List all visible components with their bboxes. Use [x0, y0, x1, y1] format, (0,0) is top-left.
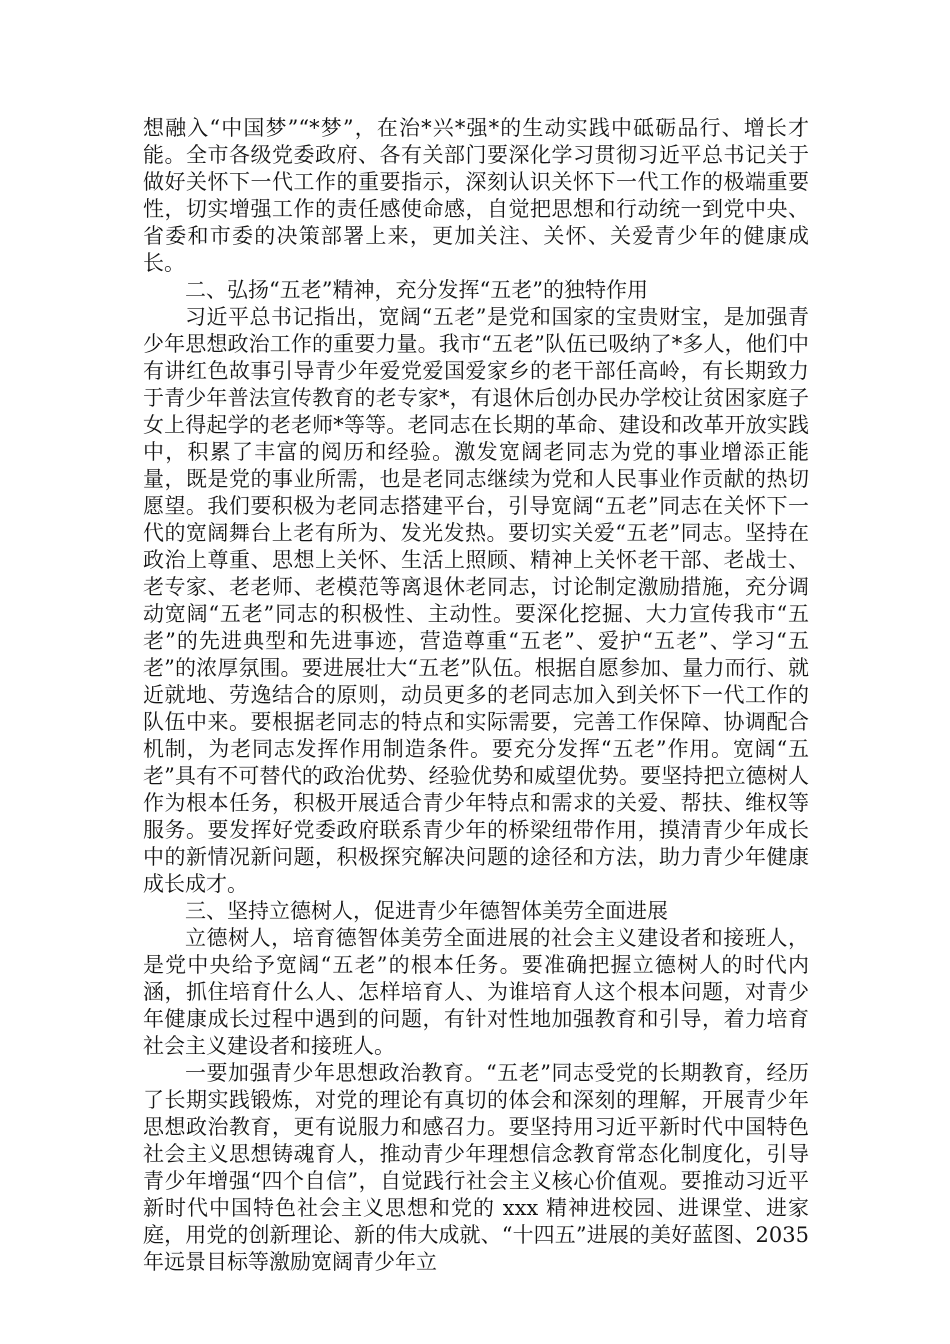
paragraph-intro: 想融入“中国梦”“*梦”，在治*兴*强*的生动实践中砥砺品行、增长才能。全市各级党委政府、各有关部门要深化学习贯彻习近平总书记关于做好关怀下一代工作的重要指示，深刻认识关怀下一代工作的极端重要性，切实增强工作的责任感使命感，自觉把思想和行动统一到党中央、省委和市委的决策部署上来，更加关注、关怀、关爱青少年的健康成长。 — [143, 116, 809, 275]
section-heading-three: 三、坚持立德树人，促进青少年德智体美劳全面进展 — [185, 899, 668, 923]
document-page — [143, 115, 809, 1276]
paragraph-political-education: 一要加强青少年思想政治教育。“五老”同志受党的长期教育，经历了长期实践锻炼，对党的理论有真切的体会和深刻的理解，开展青少年思想政治教育，更有说服力和感召力。要坚持用习近平新时代中国特色社会主义思想铸魂育人，推动青少年理想信念教育常态化制度化，引导青少年增强“四个自信”，自觉践行社会主义核心价值观。要推动习近平新时代中国特色社会主义思想和党的 xxx 精神进校园、进课堂、进家庭，用党的创新理论、新的伟大成就、“十四五”进展的美好蓝图、2035 年远景目标等激励宽阔青少年立 — [143, 1061, 809, 1274]
section-heading-two: 二、弘扬“五老”精神，充分发挥“五老”的独特作用 — [185, 278, 648, 302]
paragraph-lide-shuren: 立德树人，培育德智体美劳全面进展的社会主义建设者和接班人，是党中央给予宽阔“五老”的根本任务。要准确把握立德树人的时代内涵，抓住培育什么人、怎样培育人、为谁培育人这个根本问题，对青少年健康成长过程中遇到的问题，有针对性地加强教育和引导，着力培育社会主义建设者和接班人。 — [143, 926, 809, 1058]
paragraph-wulao-role: 习近平总书记指出，宽阔“五老”是党和国家的宝贵财宝，是加强青少年思想政治工作的重要力量。我市“五老”队伍已吸纳了*多人，他们中有讲红色故事引导青少年爱党爱国爱家乡的老干部任高岭，有长期致力于青少年普法宣传教育的老专家*，有退休后创办民办学校让贫困家庭子女上得起学的老老师*等等。老同志在长期的革命、建设和改革开放实践中，积累了丰富的阅历和经验。激发宽阔老同志为党的事业增添正能量，既是党的事业所需，也是老同志继续为党和人民事业作贡献的热切愿望。我们要积极为老同志搭建平台，引导宽阔“五老”同志在关怀下一代的宽阔舞台上老有所为、发光发热。要切实关爱“五老”同志。坚持在政治上尊重、思想上关怀、生活上照顾、精神上关怀老干部、老战士、老专家、老老师、老模范等离退休老同志，讨论制定激励措施，充分调动宽阔“五老”同志的积极性、主动性。要深化挖掘、大力宣传我市“五老”的先进典型和先进事迹，营造尊重“五老”、爱护“五老”、学习“五老”的浓厚氛围。要进展壮大“五老”队伍。根据自愿参加、量力而行、就近就地、劳逸结合的原则，动员更多的老同志加入到关怀下一代工作的队伍中来。要根据老同志的特点和实际需要，完善工作保障、协调配合机制，为老同志发挥作用制造条件。要充分发挥“五老”作用。宽阔“五老”具有不可替代的政治优势、经验优势和威望优势。要坚持把立德树人作为根本任务，积极开展适合青少年特点和需求的关爱、帮扶、维权等服务。要发挥好党委政府联系青少年的桥梁纽带作用，摸清青少年成长中的新情况新问题，积极探究解决问题的途径和方法，助力青少年健康成长成才。 — [143, 305, 809, 896]
